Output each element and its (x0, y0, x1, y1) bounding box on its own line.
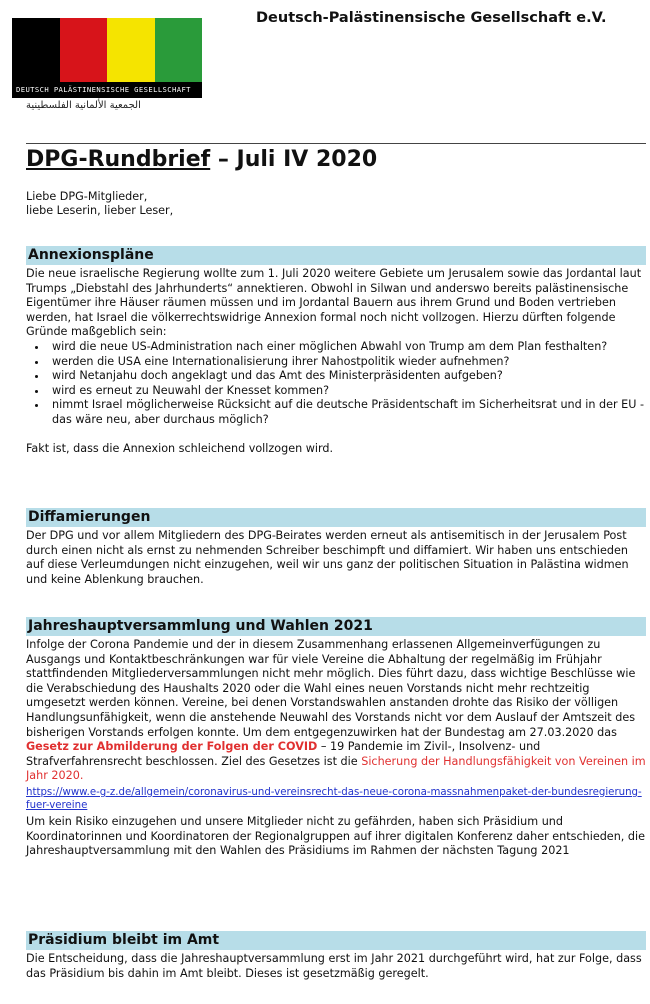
list-item: • nimmt Israel möglicherweise Rücksicht auf die deutsche Präsidentschaft im Sicherheitsrat und in der EU - das wäre neu, aber durchaus möglich? (48, 398, 646, 427)
law-goal: Sicherung der Handlungsfähigkeit von Vereinen im Jahr 2020. (26, 754, 646, 783)
section-heading: Diffamierungen (26, 508, 646, 527)
section-annexion (26, 246, 646, 456)
logo-arabic-text: الجمعية الألمانية الفلسطينية (26, 100, 141, 111)
list-item: • werden die USA eine Internationalisierung ihrer Nahostpolitik wieder aufnehmen? (48, 355, 646, 370)
source-link[interactable]: https://www.e-g-z.de/allgemein/coronavirus-und-vereinsrecht-das-neue-corona-massnahmenpaket-der-bundesregierung-fuer-vereine (26, 786, 642, 811)
greeting-line-2: liebe Leserin, lieber Leser, (26, 204, 174, 217)
page-title (26, 147, 377, 172)
header-divider (26, 143, 646, 144)
list-item: • wird Netanjahu doch angeklagt und das Amt des Ministerpräsidenten aufgeben? (48, 369, 646, 384)
title-main: DPG-Rundbrief (26, 147, 211, 172)
section-jahreshauptversammlung (26, 617, 646, 859)
flag-stripe-red (60, 18, 108, 82)
section-heading: Annexionspläne (26, 246, 646, 265)
text-part-1: Infolge der Corona Pandemie und der in diesem Zusammenhang erlassenen Allgemeinverfügungen zu Ausgangs und Kontaktbeschränkungen war für viele Vereine die Abhaltung der regelmäßig im Frühjahr stattfindenden Mitgliederversammlungen nicht mehr möglich. Dies führt dazu, dass wichtige Beschlüsse wie die Verabschiedung des Haushalts 2020 oder die Wahl eines neuen Vorstands nicht mehr rechtzeitig umgesetzt werden können. Vereine, bei denen Vorstandswahlen anstanden drohte das Risiko der völligen Handlungsunfähigkeit, wenn die anstehende Neuwahl des Vorstands nicht vor dem Auslauf der Amtszeit des bisherigen Vorstands erfolgen konnte. Um dem entgegenzuwirken hat der Bundestag am 27.03.2020 das (26, 638, 636, 739)
section-closing: Fakt ist, dass die Annexion schleichend vollzogen wird. (26, 441, 334, 455)
law-name: Gesetz zur Abmilderung der Folgen der COVID (26, 740, 318, 754)
section-intro: Die neue israelische Regierung wollte zum 1. Juli 2020 weitere Gebiete um Jerusalem sowie das Jordantal laut Trumps „Diebstahl des Jahrhunderts“ annektieren. Obwohl in Silwan und anderswo bereits palästinensische Eigentümer ihre Häuser räumen müssen und im Jordantal Bauern aus ihrem Grund und Boden vertrieben werden, hat Israel die völkerrechtswidrige Annexion formal noch nicht vollzogen. Hierzu dürften folgende Gründe maßgeblich sein: (26, 267, 642, 339)
section-text-2: Um kein Risiko einzugehen und unsere Mitglieder nicht zu gefährden, haben sich Präsidium und Koordinatorinnen und Koordinatoren der Regionalgruppen auf ihrer digitalen Konferenz daher entschieden, die Jahreshauptversammlung mit den Wahlen des Präsidiums im Rahmen der nächsten Tagung 2021 (26, 814, 645, 858)
flag-stripe-yellow (107, 18, 155, 82)
flag-stripes (12, 18, 202, 82)
dpg-logo (12, 18, 202, 111)
greeting (26, 190, 173, 218)
list-item: • wird die neue US-Administration nach einer möglichen Abwahl von Trump am dem Plan festhalten? (48, 340, 646, 355)
section-heading: Präsidium bleibt im Amt (26, 931, 646, 950)
section-diffamierungen (26, 508, 646, 587)
bullet-list (26, 340, 646, 428)
list-item: • wird es erneut zu Neuwahl der Knesset kommen? (48, 384, 646, 399)
section-heading: Jahreshauptversammlung und Wahlen 2021 (26, 617, 646, 636)
organization-name: Deutsch-Palästinensische Gesellschaft e.V. (256, 10, 607, 26)
flag-stripe-black (12, 18, 60, 82)
greeting-line-1: Liebe DPG-Mitglieder, (26, 190, 148, 203)
logo-text: DEUTSCH PALÄSTINENSISCHE GESELLSCHAFT (12, 82, 202, 98)
flag-stripe-green (155, 18, 203, 82)
section-text (26, 638, 646, 784)
section-text: Die Entscheidung, dass die Jahreshauptversammlung erst im Jahr 2021 durchgeführt wird, hat zur Folge, dass das Präsidium bis dahin im Amt bleibt. Dieses ist gesetzmäßig geregelt. (26, 952, 642, 980)
text-part-2: – 19 Pandemie im Zivil-, Insolvenz- und Strafverfahrensrecht beschlossen. Ziel des Gesetzes ist die (26, 740, 541, 768)
section-praesidium (26, 931, 646, 981)
title-rest: – Juli IV 2020 (210, 147, 378, 172)
section-text: Der DPG und vor allem Mitgliedern des DPG-Beirates werden erneut als antisemitisch in der Jerusalem Post durch einen nicht als ernst zu nehmenden Schreiber beschimpft und diffamiert. Wir haben uns entschieden auf diese Verleumdungen nicht einzugehen, weil wir uns ganz der politischen Situation in Palästina widmen und keine Ablenkung brauchen. (26, 529, 629, 586)
